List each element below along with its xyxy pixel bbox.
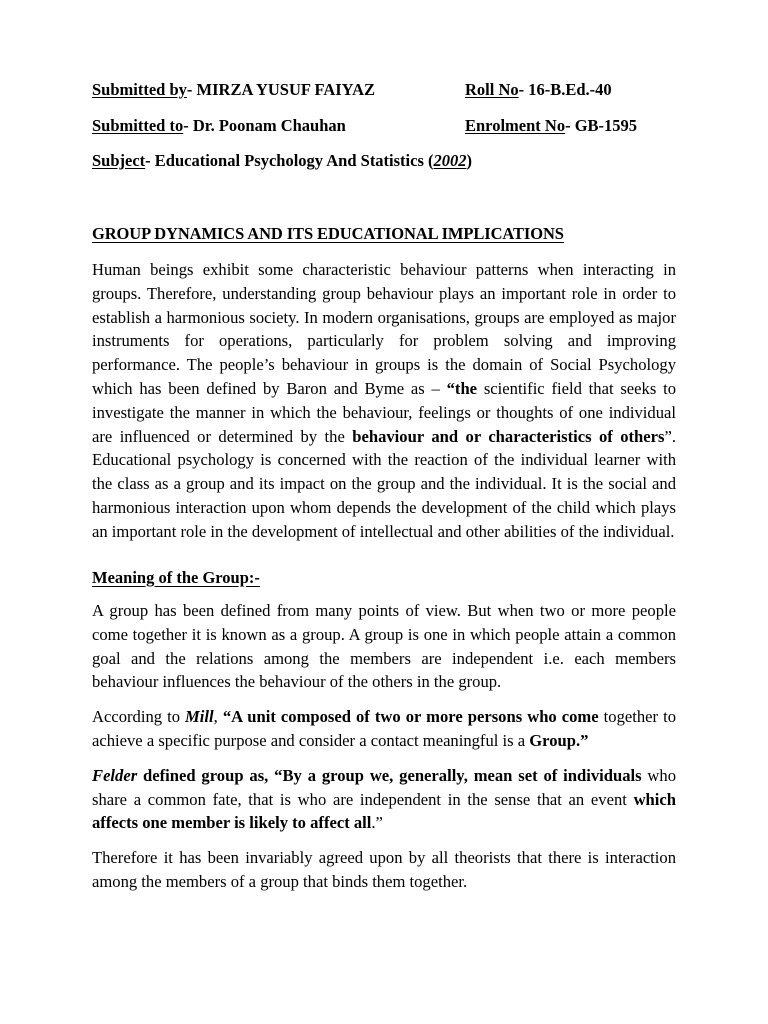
para3-author-mill: Mill: [185, 707, 214, 727]
enrolment-no-separator: -: [565, 115, 575, 135]
para4-quote-bold-close: which affects one member is likely to affect all: [92, 789, 676, 833]
paragraph-group-definition: A group has been defined from many points of view. But when two or more people come together it is known as a group. A group is one in which people attain a common goal and the relations among the members are independent i.e. each members behaviour influences the behaviour of the others in the group.: [92, 601, 676, 692]
para4-quote-end: .”: [371, 813, 383, 833]
paragraph-introduction: [92, 258, 676, 544]
enrolment-no-label: Enrolment No: [465, 115, 566, 135]
subject-value: Educational Psychology And Statistics (: [154, 151, 434, 170]
paragraph-mill-quote: [92, 705, 676, 753]
subject-field: [92, 153, 676, 170]
paragraph-felder-quote: [92, 764, 676, 835]
para3-lead: According to: [92, 707, 186, 727]
para4-lead: defined group as,: [137, 765, 275, 785]
para4-author-felder: Felder: [92, 765, 138, 785]
roll-no-field: [465, 82, 676, 99]
spacer-para-4-5: [92, 835, 676, 846]
submitted-to-field: [92, 115, 465, 135]
subject-close-paren: ): [466, 151, 473, 170]
para4-quote-regular: who share a common fate, that is who are independent in the sense that an event: [92, 765, 676, 809]
subject-separator: -: [145, 151, 155, 170]
submitted-to-separator: -: [183, 115, 193, 135]
submitted-by-label: Submitted by: [92, 80, 187, 99]
roll-no-separator: -: [518, 80, 529, 99]
para3-comma: ,: [213, 707, 223, 727]
para1-part1: Human beings exhibit some characteristic behaviour patterns when interacting in groups. Therefore, understanding group behaviour plays an important role in order to establish a harmonious society. In modern organisations, groups are employed as major instruments for operations, particularly for problem solving and improving performance. The people’s behaviour in groups is the domain of Social Psychology which has been defined by Baron and Byme as –: [92, 260, 676, 398]
para3-quote-bold-open: “A unit composed of two or more persons who come: [222, 707, 599, 727]
submitted-to-value: Dr. Poonam Chauhan: [192, 115, 346, 135]
assignment-header: [92, 82, 676, 170]
para3-quote-bold-close: Group.”: [529, 731, 589, 751]
section-heading-meaning-of-the-group: Meaning of the Group:-: [92, 567, 260, 587]
paragraph-conclusion: Therefore it has been invariably agreed upon by all theorists that there is interaction among the members of a group that binds them together.: [92, 848, 676, 892]
roll-no-label: Roll No: [465, 80, 519, 99]
submitted-by-separator: -: [186, 80, 197, 99]
enrolment-no-value: GB-1595: [574, 115, 638, 135]
submitted-by-value: MIRZA YUSUF FAIYAZ: [196, 80, 375, 99]
subject-year: 2002: [433, 151, 467, 170]
para1-part2: ”. Educational psychology is concerned with the reaction of the individual learner with the class as a group and its impact on the group and the individual. It is the social and harmonious interaction upon whom depends the development of the child which plays an important role in the development of intellectual and other abilities of the individual.: [92, 426, 676, 541]
subject-label: Subject: [92, 151, 146, 170]
submitted-by-field: [92, 82, 465, 99]
para1-quote-bold-open: “the: [446, 378, 478, 398]
spacer-para-3-4: [92, 753, 676, 764]
para1-quote-regular: scientific field that seeks to investigate the manner in which the behaviour, feelings or thoughts of one individual are influenced or determined by the: [92, 378, 677, 446]
roll-no-value: 16-B.Ed.-40: [528, 80, 612, 99]
submitted-to-label: Submitted to: [92, 115, 184, 135]
spacer-after-heading: [92, 586, 676, 599]
spacer-para-2-3: [92, 694, 676, 705]
header-row-submitted-to: [92, 115, 676, 135]
enrolment-no-field: [465, 115, 676, 135]
para4-quote-bold-open: “By a group we, generally, mean set of individuals: [274, 765, 642, 785]
spacer-after-title: [92, 242, 676, 258]
page-title: GROUP DYNAMICS AND ITS EDUCATIONAL IMPLICATIONS: [92, 223, 564, 243]
para1-quote-bold-close: behaviour and or characteristics of others: [352, 426, 665, 446]
para3-quote-regular: together to achieve a specific purpose and consider a contact meaningful is a: [92, 707, 676, 751]
header-row-submitted-by: [92, 82, 676, 99]
